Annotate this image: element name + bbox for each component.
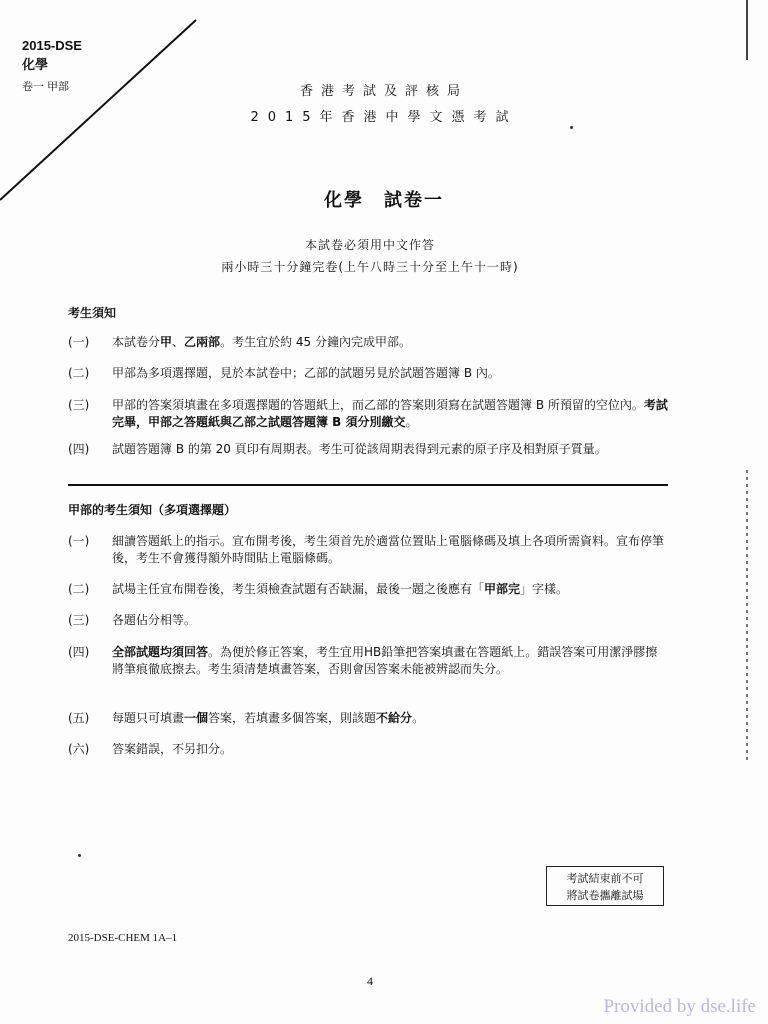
item-text: 本試卷分甲、乙兩部。考生宜於約 45 分鐘內完成甲部。 (112, 335, 411, 349)
section-divider (68, 484, 668, 486)
scan-edge-artifact (744, 0, 750, 1024)
item-number: (三) (68, 398, 90, 412)
notice-line-1: 考試結束前不可 (566, 872, 644, 885)
corner-paper-section: 卷一 甲部 (22, 81, 70, 93)
item-number: (五) (68, 711, 90, 725)
item-text: 試場主任宣布開卷後，考生須檢查試題有否缺漏，最後一題之後應有「甲部完」字樣。 (112, 582, 569, 596)
watermark: Provided by dse.life (603, 996, 756, 1017)
notice-line-2: 將試卷攜離試場 (566, 889, 644, 902)
corner-exam-code: 2015-DSE (22, 38, 82, 53)
paper-title: 化學 試卷一 (324, 190, 444, 211)
language-instruction: 本試卷必須用中文作答 (304, 238, 435, 252)
general-instructions-heading: 考生須知 (68, 306, 117, 320)
item-text: 細讀答題紙上的指示。宣布開考後，考生須首先於適當位置貼上電腦條碼及填上各項所需資料。宣布停筆後，考生不會獲得額外時間貼上電腦條碼。 (112, 534, 665, 565)
item-text: 答案錯誤，不另扣分。 (112, 742, 233, 756)
do-not-remove-notice (546, 866, 664, 906)
scan-speck (570, 126, 573, 129)
item-number: (一) (68, 335, 90, 349)
agency-name: 香港考試及評核局 (299, 84, 468, 99)
item-number: (一) (68, 534, 90, 548)
exam-name: 2015年香港中學文憑考試 (250, 110, 518, 125)
duration-instruction: 兩小時三十分鐘完卷(上午八時三十分至上午十一時) (221, 260, 519, 274)
mc-instructions-heading: 甲部的考生須知（多項選擇題） (68, 503, 237, 517)
page-number: 4 (367, 974, 373, 988)
item-number: (三) (68, 613, 90, 627)
item-text: 各題佔分相等。 (112, 613, 197, 627)
corner-subject: 化學 (22, 57, 49, 72)
diagonal-cancel-line (0, 0, 210, 210)
item-number: (二) (68, 582, 90, 596)
item-text: 全部試題均須回答。為便於修正答案，考生宜用HB鉛筆把答案填畫在答題紙上。錯誤答案可用潔淨膠擦將筆痕徹底擦去。考生須清楚填畫答案，否則會因答案未能被辨認而失分。 (112, 645, 658, 676)
item-number: (四) (68, 645, 90, 659)
item-text: 甲部為多項選擇題，見於本試卷中；乙部的試題另見於試題答題簿 B 內。 (112, 366, 500, 380)
item-text: 試題答題簿 B 的第 20 頁印有周期表。考生可從該周期表得到元素的原子序及相對原子質量。 (112, 442, 607, 456)
item-number: (六) (68, 742, 90, 756)
item-number: (二) (68, 366, 90, 380)
footer-paper-code: 2015-DSE-CHEM 1A–1 (68, 932, 178, 944)
scan-speck (78, 854, 81, 857)
item-number: (四) (68, 442, 90, 456)
item-text: 甲部的答案須填畫在多項選擇題的答題紙上，而乙部的答案則須寫在試題答題簿 B 所預留的空位內。考試完畢，甲部之答題紙與乙部之試題答題簿 B 須分別繳交。 (112, 398, 668, 429)
item-text: 每題只可填畫一個答案，若填畫多個答案，則該題不給分。 (112, 711, 425, 725)
